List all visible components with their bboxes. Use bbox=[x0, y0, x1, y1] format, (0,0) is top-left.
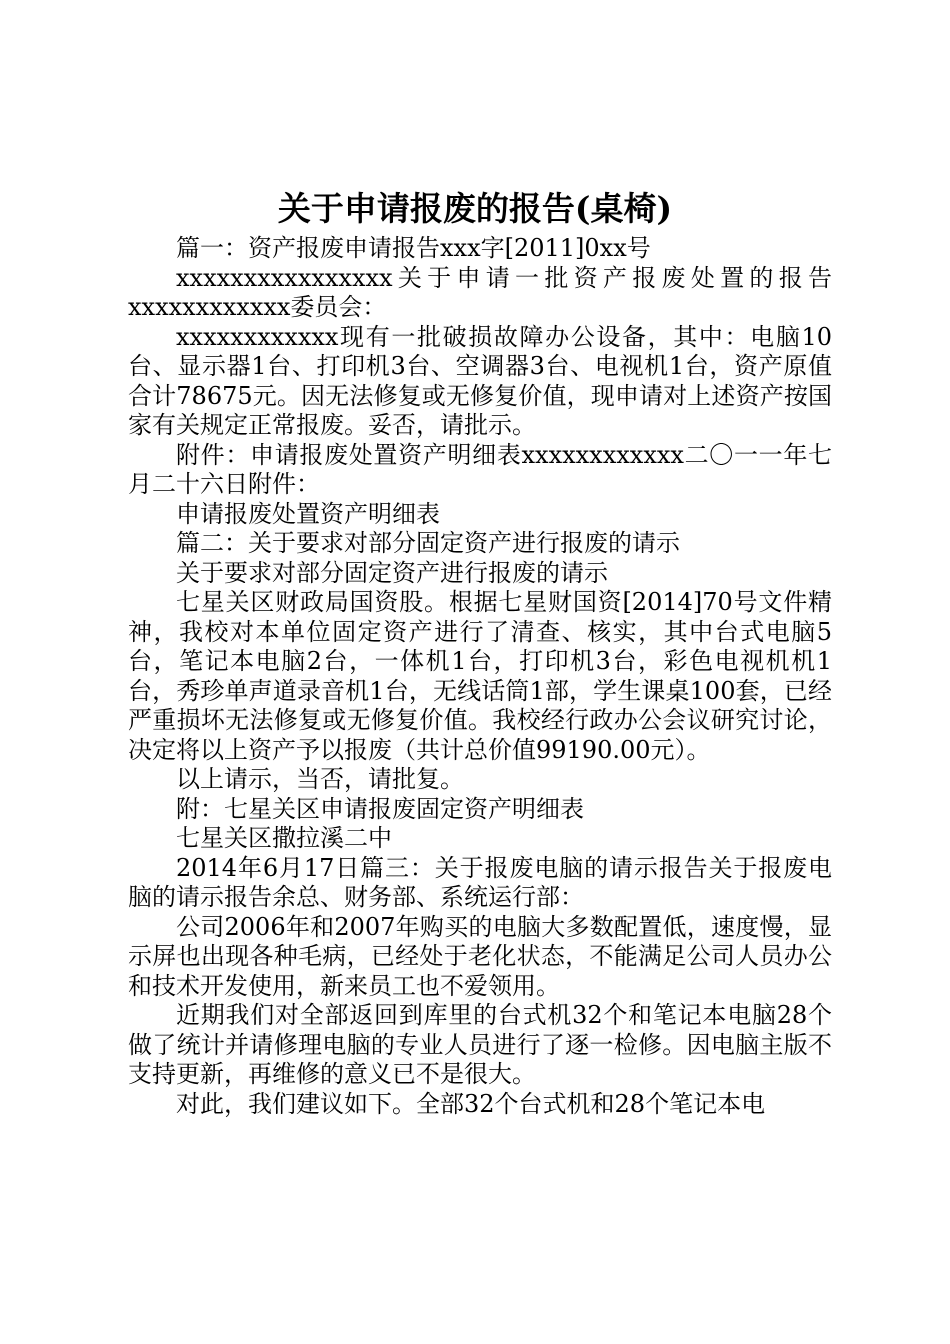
paragraph-part2-attachment: 附：七星关区申请报废固定资产明细表 bbox=[176, 794, 584, 823]
document-body bbox=[128, 234, 832, 1119]
paragraph-attachment-title: 申请报废处置资产明细表 bbox=[176, 499, 440, 528]
paragraph-school-signature: 七星关区撒拉溪二中 bbox=[176, 824, 392, 852]
paragraph-part3-suggestion: 对此，我们建议如下。全部32个台式机和28个笔记本电 bbox=[176, 1089, 766, 1118]
paragraph-attachment-date: 附件：申请报废处置资产明细表xxxxxxxxxxxx二〇一一年七月二十六日附件： bbox=[128, 440, 832, 498]
paragraph-part2-heading: 篇二：关于要求对部分固定资产进行报废的请示 bbox=[176, 529, 680, 557]
paragraph-part3-background: 公司2006年和2007年购买的电脑大多数配置低，速度慢，显示屏也出现各种毛病，已经处于老化状态，不能满足公司人员办公和技术开发使用，新来员工也不爱领用。 bbox=[128, 912, 832, 1000]
document-title: 关于申请报废的报告(桌椅) bbox=[277, 189, 673, 228]
paragraph-part2-title: 关于要求对部分固定资产进行报废的请示 bbox=[176, 558, 608, 587]
paragraph-request-approval: 以上请示，当否，请批复。 bbox=[176, 765, 464, 793]
paragraph-part1-heading: 篇一：资产报废申请报告xxx字[2011]0xx号 bbox=[176, 234, 651, 262]
paragraph-part2-body: 七星关区财政局国资股。根据七星财国资[2014]70号文件精神，我校对本单位固定资产进行了清查、核实，其中台式电脑5台，笔记本电脑2台，一体机1台，打印机3台，彩色电视机机1台，秀珍单声道录音机1台，无线话筒1部，学生课桌100套，已经严重损坏无法修复或无修复价值。我校经行政办公会议研究讨论，决定将以上资产予以报废（共计总价值99190.00元）。 bbox=[128, 588, 832, 764]
paragraph-report-addressee: xxxxxxxxxxxxxxxx关于申请一批资产报废处置的报告xxxxxxxxxxxx委员会： bbox=[128, 263, 832, 321]
paragraph-part3-heading: 2014年6月17日篇三：关于报废电脑的请示报告关于报废电脑的请示报告余总、财务部、系统运行部： bbox=[128, 853, 832, 911]
paragraph-equipment-list: xxxxxxxxxxxx现有一批破损故障办公设备，其中：电脑10台、显示器1台、打印机3台、空调器3台、电视机1台，资产原值合计78675元。因无法修复或无修复价值，现申请对上述资产按国家有关规定正常报废。妥否，请批示。 bbox=[128, 322, 832, 439]
paragraph-part3-inspection: 近期我们对全部返回到库里的台式机32个和笔记本电脑28个做了统计并请修理电脑的专业人员进行了逐一检修。因电脑主版不支持更新，再维修的意义已不是很大。 bbox=[128, 1001, 832, 1088]
